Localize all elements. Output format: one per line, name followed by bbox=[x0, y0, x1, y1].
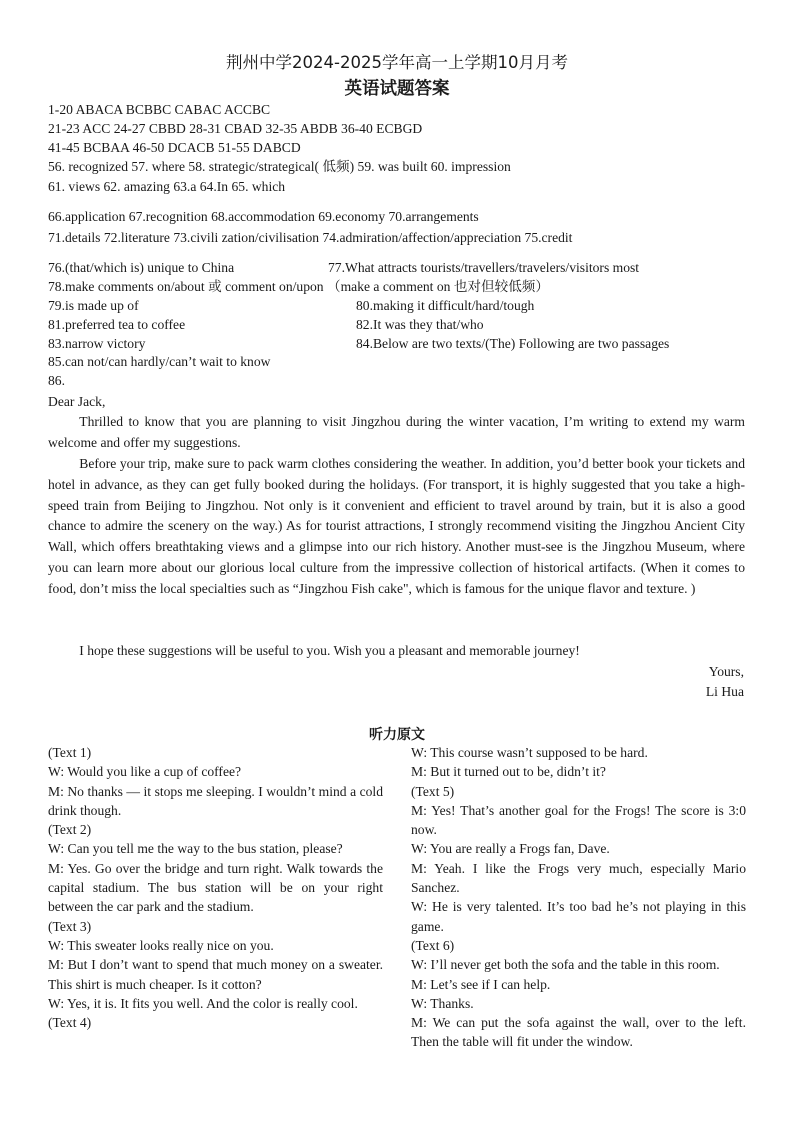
answer-row-76-77 bbox=[48, 258, 748, 277]
transcript-line: W: Thanks. bbox=[411, 995, 474, 1011]
answer-line-1-20: 1-20 ABACA BCBBC CABAC ACCBC bbox=[48, 102, 271, 117]
transcript-line: M: Let’s see if I can help. bbox=[411, 976, 551, 992]
answer-85: 85.can not/can hardly/can’t wait to know bbox=[48, 354, 271, 369]
transcript-line: M: Yes. Go over the bridge and turn right. Walk towards the capital stadium. The bus station will be on your right between the car park and the stadium. bbox=[48, 860, 383, 915]
page-title: 荆州中学2024-2025学年高一上学期10月月考 bbox=[226, 53, 568, 72]
answer-76: 76.(that/which is) unique to China bbox=[48, 260, 235, 275]
transcript-line: M: Yes! That’s another goal for the Frogs! The score is 3:0 now. bbox=[411, 802, 746, 838]
transcript-line: (Text 3) bbox=[48, 918, 92, 934]
transcript-line: W: He is very talented. It’s too bad he’s not playing in this game. bbox=[411, 899, 746, 934]
letter-paragraph-1: Thrilled to know that you are planning to visit Jingzhou during the winter vacation, I’m writing to extend my warm welcome and offer my suggestions. bbox=[48, 414, 745, 450]
transcript-line: M: No thanks — it stops me sleeping. I wouldn’t mind a cold drink though. bbox=[48, 783, 383, 818]
answer-81: 81.preferred tea to coffee bbox=[48, 317, 186, 332]
transcript-line: W: This sweater looks really nice on you. bbox=[48, 937, 274, 953]
answer-line-41-55: 41-45 BCBAA 46-50 DCACB 51-55 DABCD bbox=[48, 140, 301, 155]
transcript-line: M: Yeah. I like the Frogs very much, especially Mario Sanchez. bbox=[411, 860, 746, 896]
answer-row-83-84 bbox=[48, 334, 748, 353]
transcript-line: (Text 6) bbox=[411, 937, 455, 953]
answer-row-79-80 bbox=[48, 296, 748, 315]
transcript-line: (Text 1) bbox=[48, 745, 92, 760]
transcript-line: M: But I don’t want to spend that much money on a sweater. This shirt is much cheaper. Is it cotton? bbox=[48, 957, 383, 992]
transcript-line: W: Yes, it is. It fits you well. And the color is really cool. bbox=[48, 995, 358, 1011]
answer-83: 83.narrow victory bbox=[48, 336, 146, 351]
letter-paragraph-2: Before your trip, make sure to pack warm clothes considering the weather. In addition, you’d better book your tickets and hotel in advance, as they can get fully booked during the holidays. (For transport, it is highly suggested that you take a high-speed train from Beijing to Jingzhou. Not only is it convenient and efficient to travel around by train, but it is also a good chance to admire the scenery on the way.) As for tourist attractions, I strongly recommend visiting the Jingzhou Ancient City Wall, which offers breathtaking views and a glimpse into our rich history. Another must-see is the Jingzhou Museum, where you can learn more about our glorious local culture from the impressive collection of historical artifacts. (When it comes to food, don’t miss the local specialties such as “Jingzhou Fish cake", which is famous for the unique flavor and texture. ) bbox=[48, 456, 745, 596]
transcript-line: M: But it turned out to be, didn’t it? bbox=[411, 764, 606, 780]
listening-right-column bbox=[411, 743, 746, 1052]
transcript-line: W: This course wasn’t supposed to be hard. bbox=[411, 745, 648, 760]
answer-line-61-65: 61. views 62. amazing 63.a 64.In 65. which bbox=[48, 179, 286, 194]
answer-row-81-82 bbox=[48, 315, 748, 334]
transcript-line: W: Would you like a cup of coffee? bbox=[48, 764, 242, 780]
answer-80: 80.making it difficult/hard/tough bbox=[356, 298, 535, 313]
answer-line-66-70: 66.application 67.recognition 68.accommodation 69.economy 70.arrangements bbox=[48, 209, 479, 224]
answer-line-71-75: 71.details 72.literature 73.civili zation/civilisation 74.admiration/affection/appreciation 75.credit bbox=[48, 230, 573, 245]
letter-greeting: Dear Jack, bbox=[48, 394, 106, 409]
answer-86: 86. bbox=[48, 373, 65, 388]
answer-79: 79.is made up of bbox=[48, 298, 139, 313]
transcript-line: (Text 5) bbox=[411, 783, 455, 799]
letter-signature: Li Hua bbox=[705, 684, 744, 699]
letter-closing: Yours, bbox=[708, 664, 744, 679]
transcript-line: W: You are really a Frogs fan, Dave. bbox=[411, 841, 610, 857]
answer-line-56-60: 56. recognized 57. where 58. strategic/strategical( 低频) 59. was built 60. impression bbox=[48, 159, 511, 174]
listening-title: 听力原文 bbox=[369, 727, 425, 743]
answer-77: 77.What attracts tourists/travellers/travelers/visitors most bbox=[328, 260, 640, 275]
transcript-line: W: Can you tell me the way to the bus station, please? bbox=[48, 841, 343, 857]
answer-84: 84.Below are two texts/(The) Following are two passages bbox=[356, 336, 670, 351]
answer-line-21-40: 21-23 ACC 24-27 CBBD 28-31 CBAD 32-35 ABDB 36-40 ECBGD bbox=[48, 121, 423, 136]
listening-left-column bbox=[48, 743, 383, 1032]
transcript-line: (Text 2) bbox=[48, 822, 92, 838]
letter-paragraph-3: I hope these suggestions will be useful to you. Wish you a pleasant and memorable journey! bbox=[79, 643, 580, 658]
transcript-line: M: We can put the sofa against the wall, over to the left. Then the table will fit under the window. bbox=[411, 1015, 746, 1050]
answer-78: 78.make comments on/about 或 comment on/upon （make a comment on 也对但较低频） bbox=[48, 279, 549, 294]
answer-82: 82.It was they that/who bbox=[356, 317, 484, 332]
transcript-line: W: I’ll never get both the sofa and the table in this room. bbox=[411, 957, 720, 973]
page-subtitle: 英语试题答案 bbox=[344, 79, 450, 99]
transcript-line: (Text 4) bbox=[48, 1015, 92, 1031]
